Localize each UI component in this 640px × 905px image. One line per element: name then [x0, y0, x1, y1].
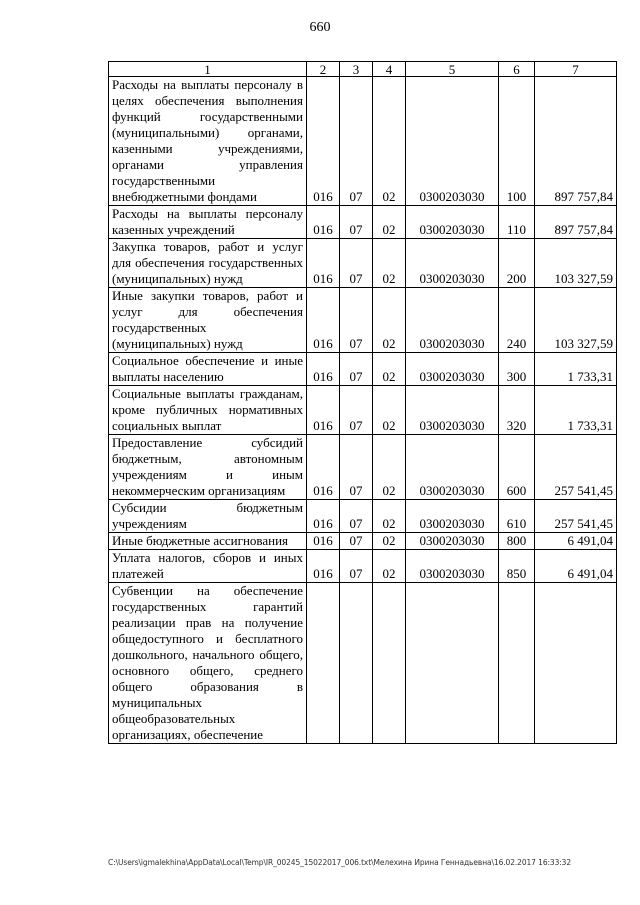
admin-code-cell: 016 — [307, 550, 340, 583]
header-row — [109, 62, 617, 77]
column-header: 3 — [340, 62, 373, 77]
subsection-cell: 02 — [373, 239, 406, 288]
admin-code-cell: 016 — [307, 533, 340, 550]
row-name-cell: Иные бюджетные ассигнования — [109, 533, 307, 550]
admin-code-cell: 016 — [307, 206, 340, 239]
column-header: 5 — [406, 62, 499, 77]
subsection-cell: 02 — [373, 386, 406, 435]
table-body — [109, 77, 617, 744]
amount-cell: 103 327,59 — [535, 239, 617, 288]
section-cell: 07 — [340, 206, 373, 239]
table-row — [109, 386, 617, 435]
amount-cell: 897 757,84 — [535, 206, 617, 239]
row-name-cell: Социальные выплаты гражданам, кроме публичных нормативных социальных выплат — [109, 386, 307, 435]
target-article-cell: 0300203030 — [406, 550, 499, 583]
expense-type-cell: 200 — [499, 239, 535, 288]
target-article-cell: 0300203030 — [406, 77, 499, 206]
row-name-cell: Расходы на выплаты персоналу в целях обеспечения выполнения функций государственными (муниципальными) органами, казенными учреждениями, органами управления государственными внебюджетными фондами — [109, 77, 307, 206]
subsection-cell: 02 — [373, 533, 406, 550]
amount-cell: 6 491,04 — [535, 533, 617, 550]
row-name-cell: Субвенции на обеспечение государственных гарантий реализации прав на получение общедоступного и бесплатного дошкольного, начального общего, основного общего, среднего общего образования в муниципальных общеобразовательных организациях, обеспечение — [109, 583, 307, 744]
target-article-cell: 0300203030 — [406, 533, 499, 550]
subsection-cell — [373, 583, 406, 744]
expense-type-cell: 850 — [499, 550, 535, 583]
table-row — [109, 583, 617, 744]
amount-cell — [535, 583, 617, 744]
section-cell: 07 — [340, 386, 373, 435]
expense-type-cell — [499, 583, 535, 744]
column-header: 4 — [373, 62, 406, 77]
section-cell — [340, 583, 373, 744]
expense-type-cell: 320 — [499, 386, 535, 435]
table-row — [109, 550, 617, 583]
amount-cell: 897 757,84 — [535, 77, 617, 206]
table-row — [109, 435, 617, 500]
column-header: 6 — [499, 62, 535, 77]
expense-type-cell: 600 — [499, 435, 535, 500]
amount-cell: 257 541,45 — [535, 435, 617, 500]
subsection-cell: 02 — [373, 435, 406, 500]
target-article-cell: 0300203030 — [406, 206, 499, 239]
table-row — [109, 288, 617, 353]
expense-type-cell: 240 — [499, 288, 535, 353]
expense-type-cell: 800 — [499, 533, 535, 550]
expense-type-cell: 300 — [499, 353, 535, 386]
section-cell: 07 — [340, 239, 373, 288]
subsection-cell: 02 — [373, 77, 406, 206]
row-name-cell: Субсидии бюджетным учреждениям — [109, 500, 307, 533]
amount-cell: 1 733,31 — [535, 353, 617, 386]
expense-type-cell: 610 — [499, 500, 535, 533]
section-cell: 07 — [340, 77, 373, 206]
admin-code-cell — [307, 583, 340, 744]
admin-code-cell: 016 — [307, 386, 340, 435]
page-number: 660 — [309, 20, 331, 35]
table-row — [109, 206, 617, 239]
table-row — [109, 500, 617, 533]
section-cell: 07 — [340, 533, 373, 550]
section-cell: 07 — [340, 288, 373, 353]
admin-code-cell: 016 — [307, 435, 340, 500]
row-name-cell: Расходы на выплаты персоналу казенных учреждений — [109, 206, 307, 239]
subsection-cell: 02 — [373, 550, 406, 583]
row-name-cell: Уплата налогов, сборов и иных платежей — [109, 550, 307, 583]
section-cell: 07 — [340, 353, 373, 386]
target-article-cell: 0300203030 — [406, 500, 499, 533]
amount-cell: 6 491,04 — [535, 550, 617, 583]
amount-cell: 103 327,59 — [535, 288, 617, 353]
section-cell: 07 — [340, 550, 373, 583]
target-article-cell: 0300203030 — [406, 386, 499, 435]
column-header: 7 — [535, 62, 617, 77]
subsection-cell: 02 — [373, 353, 406, 386]
column-header: 1 — [109, 62, 307, 77]
admin-code-cell: 016 — [307, 77, 340, 206]
target-article-cell: 0300203030 — [406, 353, 499, 386]
admin-code-cell: 016 — [307, 353, 340, 386]
target-article-cell — [406, 583, 499, 744]
expense-type-cell: 100 — [499, 77, 535, 206]
subsection-cell: 02 — [373, 288, 406, 353]
admin-code-cell: 016 — [307, 288, 340, 353]
table-row — [109, 533, 617, 550]
subsection-cell: 02 — [373, 206, 406, 239]
target-article-cell: 0300203030 — [406, 239, 499, 288]
row-name-cell: Социальное обеспечение и иные выплаты населению — [109, 353, 307, 386]
amount-cell: 1 733,31 — [535, 386, 617, 435]
section-cell: 07 — [340, 500, 373, 533]
target-article-cell: 0300203030 — [406, 435, 499, 500]
table-row — [109, 239, 617, 288]
column-header: 2 — [307, 62, 340, 77]
subsection-cell: 02 — [373, 500, 406, 533]
admin-code-cell: 016 — [307, 500, 340, 533]
row-name-cell: Закупка товаров, работ и услуг для обеспечения государственных (муниципальных) нужд — [109, 239, 307, 288]
row-name-cell: Иные закупки товаров, работ и услуг для обеспечения государственных (муниципальных) нужд — [109, 288, 307, 353]
target-article-cell: 0300203030 — [406, 288, 499, 353]
amount-cell: 257 541,45 — [535, 500, 617, 533]
section-cell: 07 — [340, 435, 373, 500]
expense-type-cell: 110 — [499, 206, 535, 239]
row-name-cell: Предоставление субсидий бюджетным, автономным учреждениям и иным некоммерческим организациям — [109, 435, 307, 500]
table-row — [109, 353, 617, 386]
table-row — [109, 77, 617, 206]
footer-file-path: C:\Users\igmalekhina\AppData\Local\Temp\IR_00245_15022017_006.txt\Мелехина Ирина Геннадьевна\16.02.2017 16:33:32 — [108, 858, 572, 867]
admin-code-cell: 016 — [307, 239, 340, 288]
budget-table — [108, 61, 617, 744]
